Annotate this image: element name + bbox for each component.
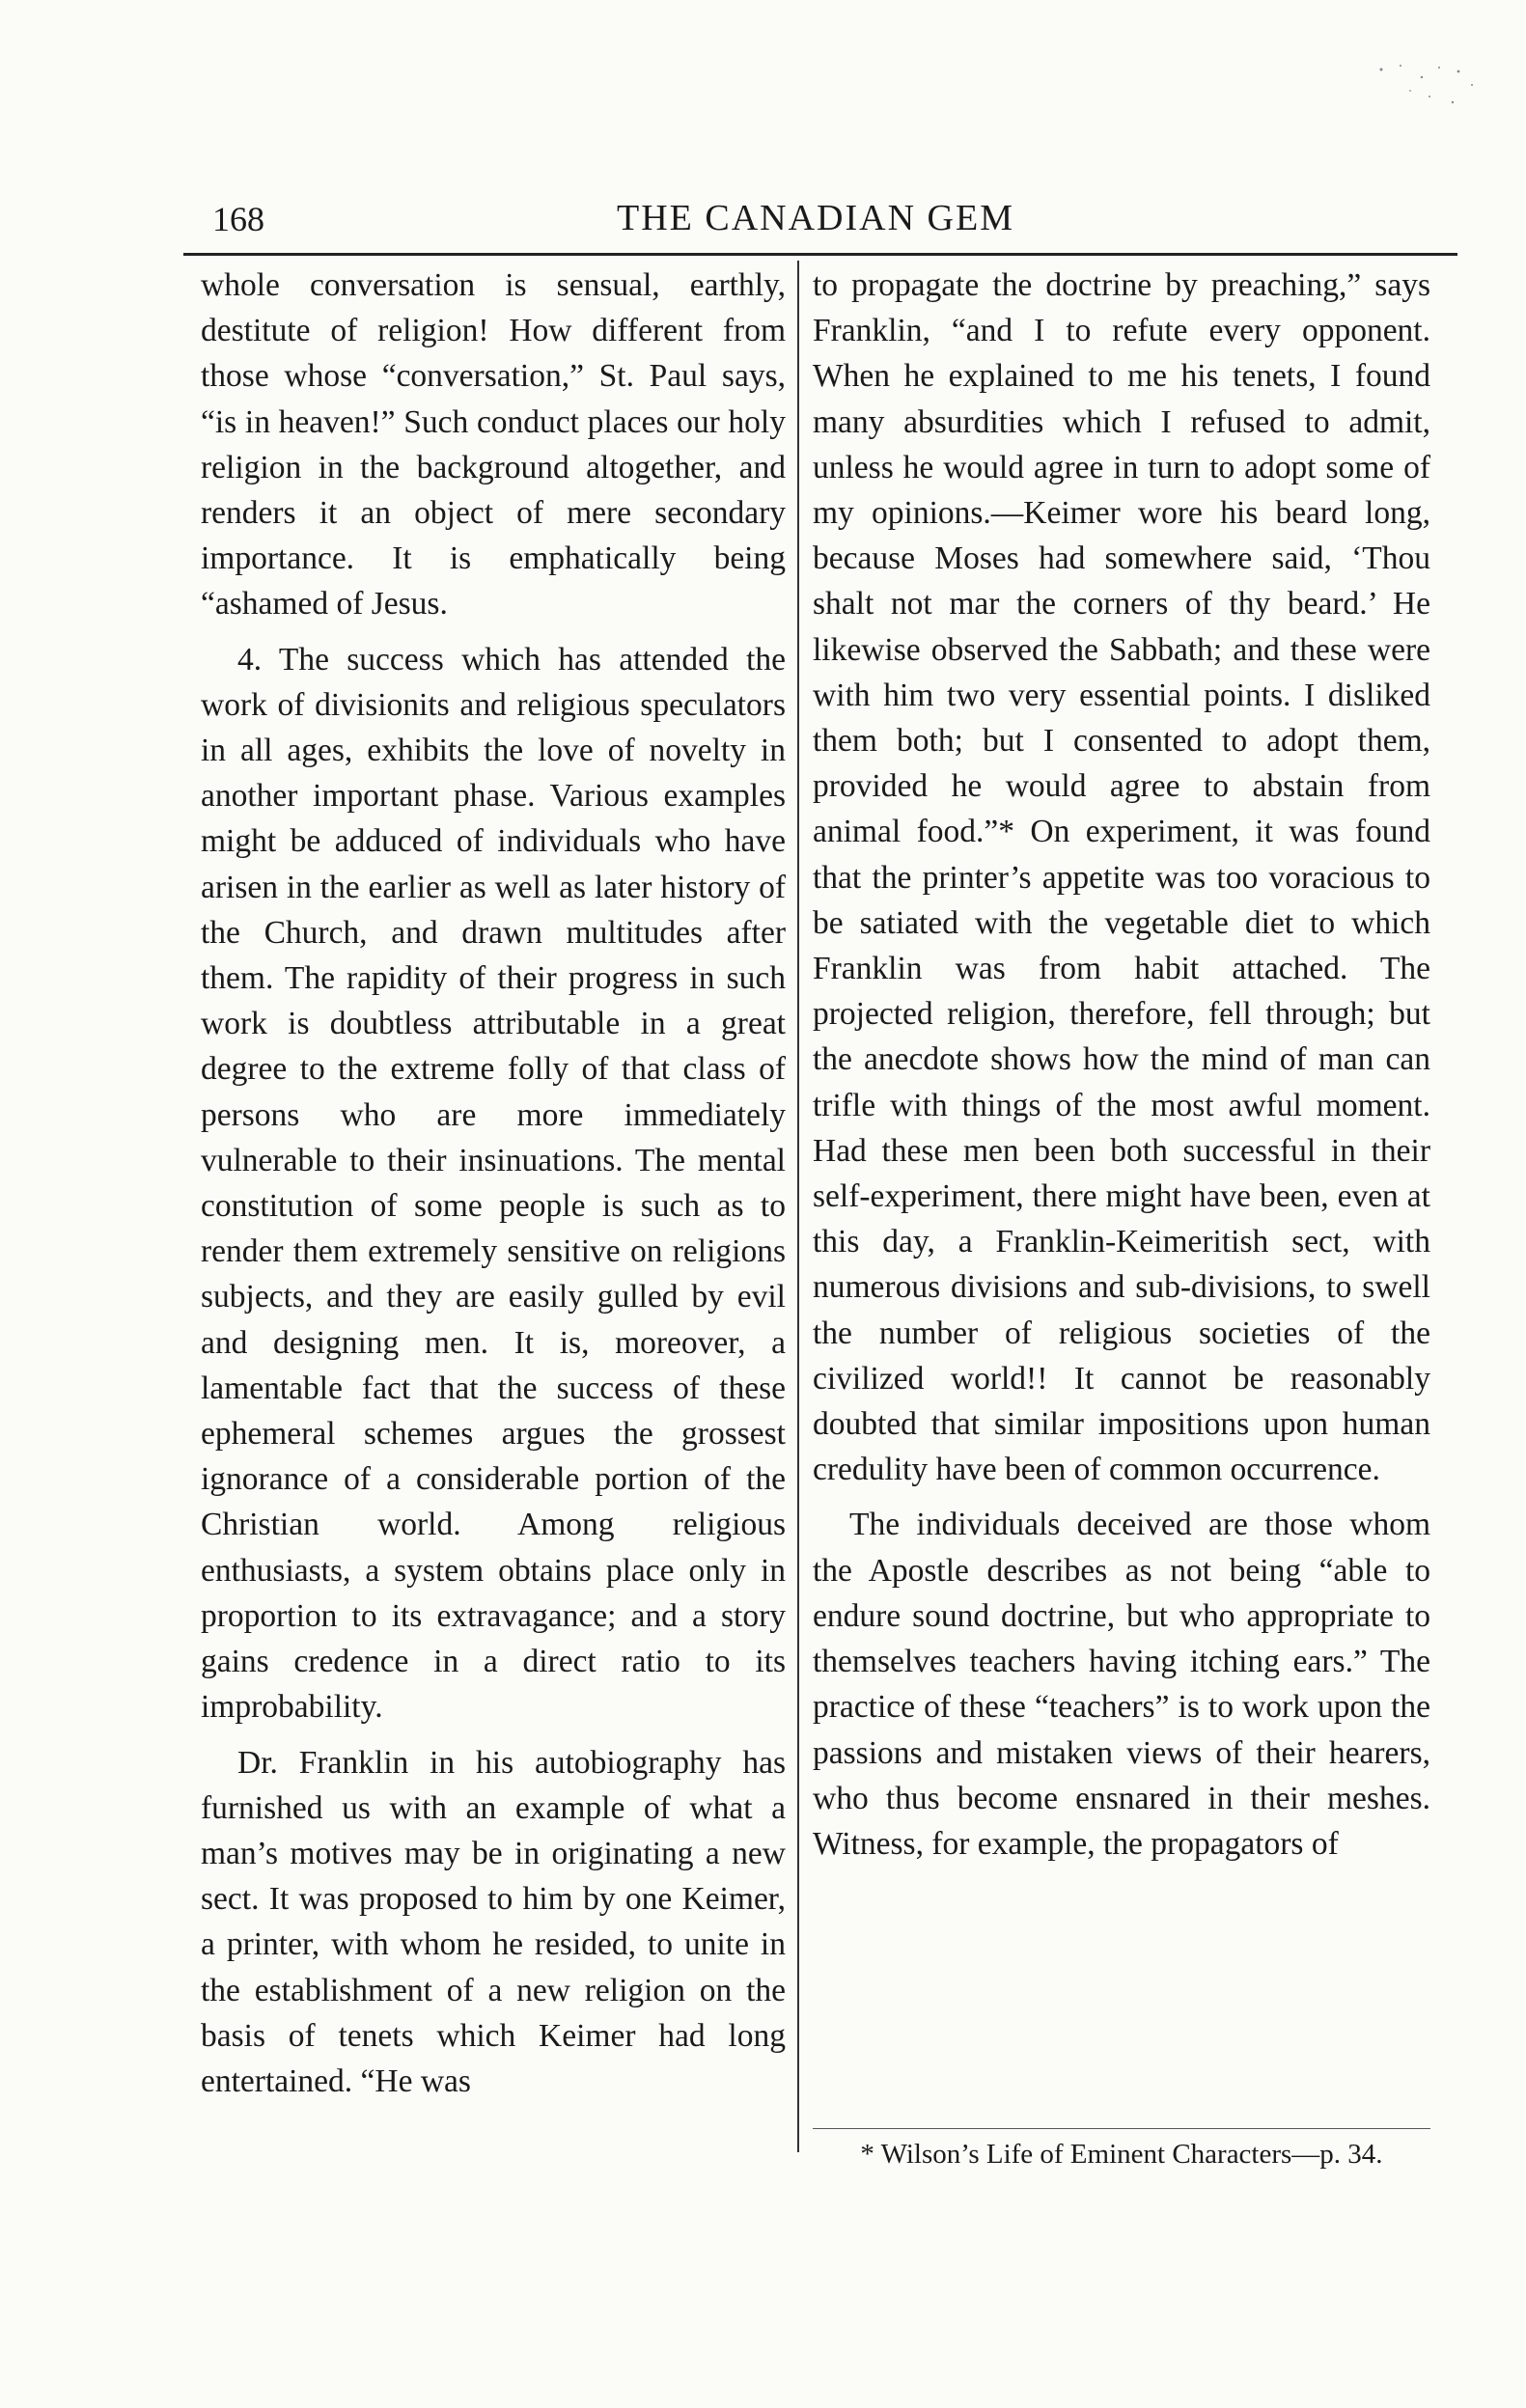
running-title: THE CANADIAN GEM xyxy=(617,198,1014,238)
right-column xyxy=(813,263,1430,1867)
paragraph: The individuals deceived are those whom the Apostle describes as not being “able to endure sound doctrine, but who appropriate to themselves teachers having itching ears.” The practice of these “teachers” is to work upon the passions and mistaken views of their hearers, who thus become ensnared in their meshes. Witness, for example, the propagators of xyxy=(813,1507,1430,1862)
footnote: * Wilson’s Life of Eminent Characters—p. 34. xyxy=(860,2139,1383,2170)
paragraph: to propagate the doctrine by preaching,” says Franklin, “and I to refute every opponent. When he explained to me his tenets, I found many absurdities which I refused to admit, unless he would agree in turn to adopt some of my opinions.—Keimer wore his beard long, because Moses had somewhere said, ‘Thou shalt not mar the corners of thy beard.’ He likewise observed the Sabbath; and these were with him two very essential points. I disliked them both; but I consented to adopt them, provided he would agree to abstain from animal food.”* On experiment, it was found that the printer’s appetite was too voracious to be satiated with the vegetable diet to which Franklin was from habit attached. The projected religion, therefore, fell through; but the anecdote shows how the mind of man can trifle with things of the most awful moment. Had these men been both successful in their self-experiment, there might have been, even at this day, a Franklin-Keimeritish sect, with numerous divisions and sub-divisions, to swell the number of religious societies of the civilized world!! It cannot be reasonably doubted that similar impositions upon human credulity have been of common occurrence. xyxy=(813,267,1430,1488)
column-divider xyxy=(797,261,799,2152)
page-header xyxy=(193,193,1438,251)
page-number: 168 xyxy=(212,200,264,238)
paragraph: Dr. Franklin in his autobiography has furnished us with an example of what a man’s motives may be in originating a new sect. It was proposed to him by one Keimer, a printer, with whom he resided, to unite in the establishment of a new religion on the basis of tenets which Keimer had long entertained. “He was xyxy=(201,1744,786,2099)
paragraph: 4. The success which has attended the work of divisionits and religious speculators in all ages, exhibits the love of novelty in another important phase. Various examples might be adduced of individuals who have arisen in the earlier as well as later history of the Church, and drawn multitudes after them. The rapidity of their progress in such work is doubtless attributable in a great degree to the extreme folly of that class of persons who are more immediately vulnerable to their insinuations. The mental constitution of some people is such as to render them extremely sensitive on religions subjects, and they are easily gulled by evil and designing men. It is, moreover, a lamentable fact that the success of these ephemeral schemes argues the grossest ignorance of a considerable portion of the Christian world. Among religious enthusiasts, a system obtains place only in proportion to its extravagance; and a story gains credence in a direct ratio to its improbability. xyxy=(201,641,786,1726)
print-specks xyxy=(1372,58,1487,145)
header-rule xyxy=(183,253,1457,256)
paragraph: whole conversation is sensual, earthly, destitute of religion! How different from those whose “conversation,” St. Paul says, “is in heaven!” Such conduct places our holy religion in the background altogether, and renders it an object of mere secondary importance. It is emphatically being “ashamed of Jesus. xyxy=(201,267,786,623)
footnote-rule xyxy=(813,2128,1430,2129)
left-column xyxy=(201,263,786,2104)
